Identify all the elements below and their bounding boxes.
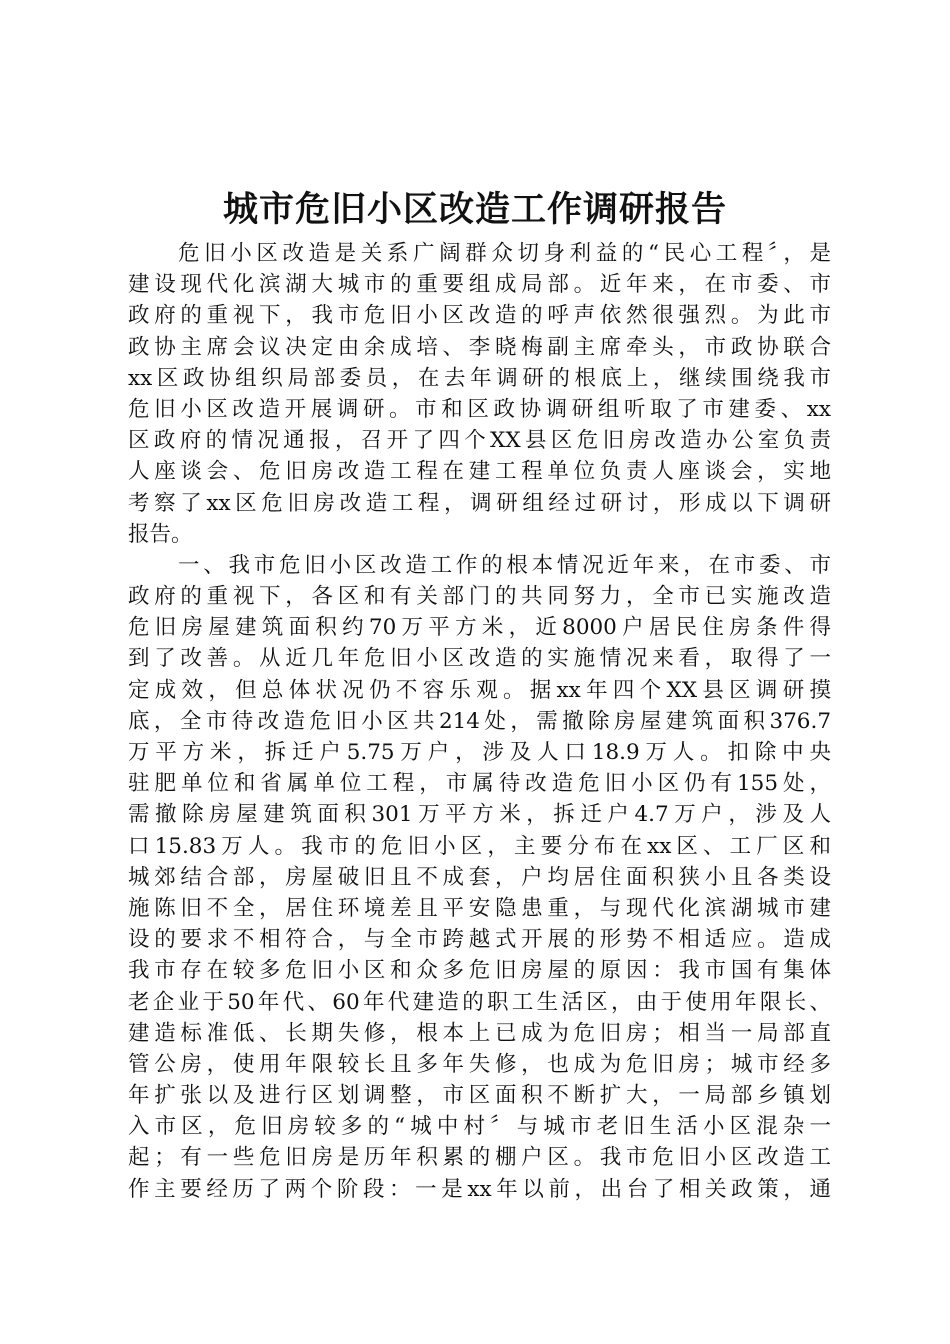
- text-line: 施陈旧不全，居住环境差且平安隐患重，与现代化滨湖城市建: [128, 895, 831, 921]
- text-line: 政府的重视下，各区和有关部门的共同努力，全市已实施改造: [128, 584, 831, 610]
- document-body: [128, 238, 831, 1205]
- text-line: 入市区，危旧房较多的“城中村〞与城市老旧生活小区混杂一: [128, 1114, 831, 1140]
- text-line: xx区政协组织局部委员，在去年调研的根底上，继续围绕我市: [128, 365, 831, 391]
- text-line: 管公房，使用年限较长且多年失修，也成为危旧房；城市经多: [128, 1051, 831, 1077]
- text-line: 危旧小区改造开展调研。市和区政协调研组听取了市建委、xx: [128, 396, 831, 422]
- text-line: 建设现代化滨湖大城市的重要组成局部。近年来，在市委、市: [128, 272, 831, 298]
- text-line: 定成效，但总体状况仍不容乐观。据xx年四个XX县区调研摸: [128, 677, 831, 703]
- text-line: 政府的重视下，我市危旧小区改造的呼声依然很强烈。为此市: [128, 303, 831, 329]
- text-line: 城郊结合部，房屋破旧且不成套，户均居住面积狭小且各类设: [128, 864, 831, 890]
- text-line: 区政府的情况通报，召开了四个XX县区危旧房改造办公室负责: [128, 428, 831, 454]
- text-line: 驻肥单位和省属单位工程，市属待改造危旧小区仍有155处，: [128, 771, 831, 797]
- text-line: 危旧小区改造是关系广阔群众切身利益的“民心工程〞，是: [178, 241, 831, 266]
- document-title: 城市危旧小区改造工作调研报告: [222, 189, 727, 230]
- text-line: 一、我市危旧小区改造工作的根本情况近年来，在市委、市: [178, 552, 831, 578]
- text-line: 设的要求不相符合，与全市跨越式开展的形势不相适应。造成: [128, 927, 831, 953]
- text-line: 政协主席会议决定由余成培、李晓梅副主席牵头，市政协联合: [128, 334, 831, 360]
- text-line: 考察了xx区危旧房改造工程，调研组经过研讨，形成以下调研: [128, 490, 831, 516]
- paragraph-section-one: [128, 550, 831, 1205]
- text-line: 危旧房屋建筑面积约70万平方米，近8000户居民住房条件得: [128, 615, 831, 641]
- text-line: 我市存在较多危旧小区和众多危旧房屋的原因：我市国有集体: [128, 958, 831, 984]
- text-line: 作主要经历了两个阶段：一是xx年以前，出台了相关政策，通: [128, 1176, 831, 1202]
- text-line: 需撤除房屋建筑面积301万平方米，拆迁户4.7万户，涉及人: [128, 802, 831, 828]
- text-line: 人座谈会、危旧房改造工程在建工程单位负责人座谈会，实地: [128, 459, 831, 485]
- text-line: 建造标准低、长期失修，根本上已成为危旧房；相当一局部直: [128, 1020, 831, 1046]
- text-line: 老企业于50年代、60年代建造的职工生活区，由于使用年限长、: [128, 989, 831, 1015]
- text-line: 万平方米，拆迁户5.75万户，涉及人口18.9万人。扣除中央: [128, 740, 831, 765]
- text-line: 底，全市待改造危旧小区共214处，需撤除房屋建筑面积376.7: [128, 708, 831, 734]
- text-line: 年扩张以及进行区划调整，市区面积不断扩大，一局部乡镇划: [128, 1083, 831, 1109]
- paragraph-intro: [128, 238, 831, 550]
- text-line: 报告。: [128, 521, 193, 547]
- text-line: 到了改善。从近几年危旧小区改造的实施情况来看，取得了一: [128, 646, 831, 672]
- text-line: 口15.83万人。我市的危旧小区，主要分布在xx区、工厂区和: [128, 833, 831, 859]
- text-line: 起；有一些危旧房是历年积累的棚户区。我市危旧小区改造工: [128, 1145, 831, 1171]
